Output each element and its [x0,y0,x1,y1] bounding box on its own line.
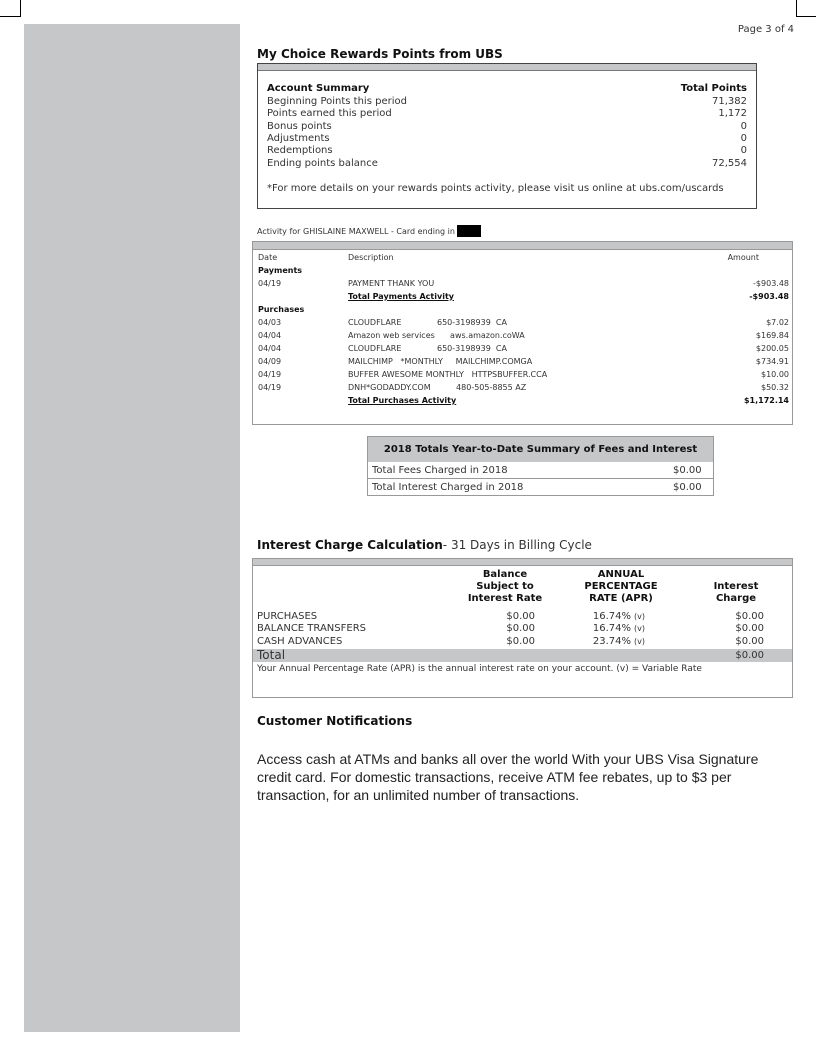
balance-header: Balance Subject to Interest Rate [467,569,543,604]
row-charge: $0.00 [735,611,764,622]
row-description: PAYMENT THANK YOU [348,279,435,288]
purchases-label: Purchases [258,305,305,314]
row-amount: $10.00 [761,370,789,379]
interest-title [257,538,592,552]
ytd-row-value: $0.00 [673,482,702,493]
interest-header-bar [253,559,792,566]
interest-charge-header: Interest Charge [713,581,759,604]
rewards-row-value: 0 [740,120,747,132]
rewards-row-value: 71,382 [712,96,747,107]
total-points-header: Total Points [680,83,747,94]
rewards-row-label: Beginning Points this period [267,96,407,107]
account-summary-header: Account Summary [267,83,370,94]
purchases-section-label [258,304,789,316]
table-row [258,343,789,355]
row-description: BUFFER AWESOME MONTHLY HTTPSBUFFER.CCA [348,370,548,379]
row-balance: $0.00 [506,623,535,634]
interest-title-text: Interest Charge Calculation [257,538,443,552]
row-date: 04/03 [258,318,282,327]
rewards-header-bar [258,64,756,71]
rewards-row-label: Redemptions [267,145,333,157]
table-row [257,611,788,623]
notifications-text: Access cash at ATMs and banks all over the world With your UBS Visa Signature credit card. For domestic transactions, receive ATM fee rebates, up to $3 per transaction, for an unlimited number of transactions. [257,751,759,803]
notifications-title: Customer Notifications [257,714,413,728]
description-header: Description [348,253,394,262]
row-apr-value: 16.74% [592,623,632,634]
amount-header: Amount [727,253,759,262]
apr-note: Your Annual Percentage Rate (APR) is the annual interest rate on your account. (v) = Variable Rate [257,664,702,674]
row-balance: $0.00 [506,636,535,647]
table-row [258,278,789,290]
payments-total-amount: -$903.48 [749,292,789,301]
rewards-row-value: 0 [740,145,747,157]
purchases-total-label: Total Purchases Activity [348,396,457,405]
ytd-summary-title: 2018 Totals Year-to-Date Summary of Fees and Interest [368,437,713,462]
rewards-row-value: 0 [740,132,747,144]
rewards-summary-box [257,63,757,209]
crop-mark-top-left [0,0,21,17]
table-row [257,623,788,635]
row-date: 04/19 [258,279,282,288]
redaction-block [457,225,481,237]
ytd-row-label: Total Fees Charged in 2018 [372,465,508,476]
ytd-summary-box [367,436,714,496]
table-row [258,356,789,368]
row-apr [593,611,645,623]
page-number: Page 3 of 4 [737,24,794,35]
payments-section-label [258,265,789,277]
variable-flag: (v) [634,637,645,646]
table-row [257,636,788,648]
row-description: DNH*GODADDY.COM 480-505-8855 AZ [348,383,527,392]
purchases-total-row [258,395,789,407]
row-amount: -$903.48 [753,279,789,288]
interest-table [252,558,793,698]
row-apr-value: 16.74% [592,611,632,622]
row-apr [593,623,645,635]
activity-title [257,225,481,237]
row-type: PURCHASES [257,611,318,622]
row-charge: $0.00 [735,623,764,634]
ytd-row [368,479,713,496]
sidebar-panel [24,24,240,1032]
row-apr-value: 23.74% [592,636,632,647]
activity-header-row [258,252,789,264]
row-date: 04/19 [258,383,282,392]
table-row [258,382,789,394]
rewards-note: *For more details on your rewards points activity, please visit us online at ubs.com/uscards [267,183,724,194]
ytd-row [368,462,713,479]
crop-mark-top-right [796,0,816,17]
payments-label: Payments [258,266,303,275]
rewards-row-value: 72,554 [712,157,747,169]
activity-table [252,241,793,425]
row-type: CASH ADVANCES [257,636,343,647]
row-date: 04/04 [258,344,282,353]
payments-total-label: Total Payments Activity [348,292,454,301]
activity-header-bar [253,242,792,250]
variable-flag: (v) [634,624,645,633]
rewards-row-label: Ending points balance [267,157,378,169]
row-description: CLOUDFLARE 650-3198939 CA [348,318,507,327]
interest-total-row [253,649,792,662]
row-amount: $734.91 [755,357,789,366]
apr-header: ANNUAL PERCENTAGE RATE (APR) [584,569,658,604]
row-date: 04/04 [258,331,282,340]
activity-title-text: Activity for GHISLAINE MAXWELL - Card ending in [257,227,455,236]
interest-subtitle: - 31 Days in Billing Cycle [442,538,592,552]
row-date: 04/19 [258,370,282,379]
table-row [258,317,789,329]
row-amount: $169.84 [755,331,789,340]
row-balance: $0.00 [506,611,535,622]
ytd-row-label: Total Interest Charged in 2018 [372,482,524,493]
payments-total-row [258,291,789,303]
variable-flag: (v) [634,612,645,621]
rewards-row-label: Points earned this period [267,108,392,120]
rewards-row-label: Adjustments [267,132,330,144]
date-header: Date [258,253,278,262]
ytd-row-value: $0.00 [673,465,702,476]
table-row [258,369,789,381]
row-amount: $7.02 [766,318,789,327]
row-amount: $200.05 [755,344,789,353]
row-charge: $0.00 [735,636,764,647]
table-row [258,330,789,342]
row-date: 04/09 [258,357,282,366]
rewards-row-label: Bonus points [267,120,332,132]
row-description: MAILCHIMP *MONTHLY MAILCHIMP.COMGA [348,357,533,366]
rewards-title: My Choice Rewards Points from UBS [257,47,503,61]
interest-total-value: $0.00 [735,650,764,661]
row-description: Amazon web services aws.amazon.coWA [348,331,525,340]
row-apr [593,636,645,648]
interest-total-label: Total [257,648,286,662]
row-type: BALANCE TRANSFERS [257,623,366,634]
row-amount: $50.32 [761,383,789,392]
row-description: CLOUDFLARE 650-3198939 CA [348,344,507,353]
purchases-total-amount: $1,172.14 [743,396,789,405]
rewards-row-value: 1,172 [718,108,747,120]
